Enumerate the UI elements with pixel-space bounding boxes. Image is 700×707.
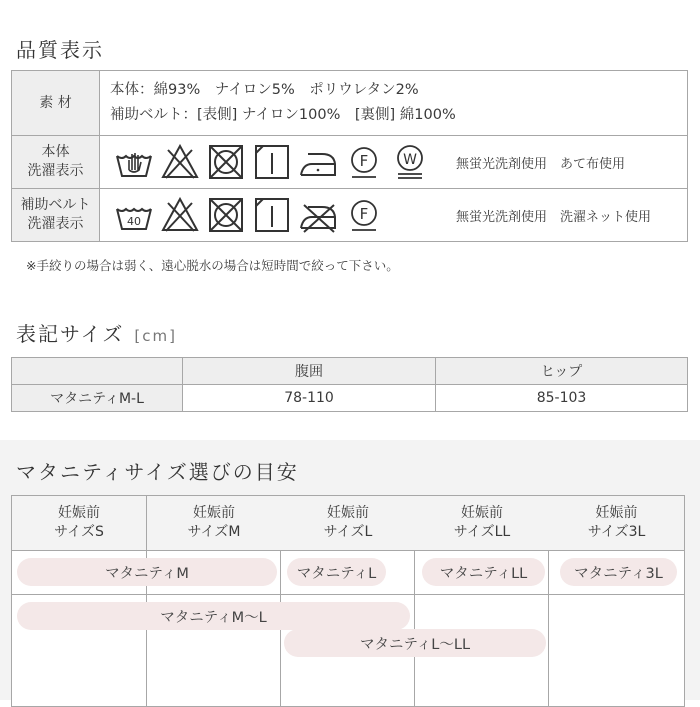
size-chart-title xyxy=(16,318,177,347)
belt-wash-row xyxy=(12,189,688,242)
belt-wash-note: 無蛍光洗剤使用 洗濯ネット使用 xyxy=(456,209,652,225)
pill-maternity-ll: マタニティLL xyxy=(422,558,545,586)
pill-maternity-m-l: マタニティM〜L xyxy=(17,602,410,630)
dry-clean-f-icon xyxy=(344,142,384,182)
line-dry-shade-icon xyxy=(252,195,292,235)
guide-header-ll-line2: サイズLL xyxy=(453,524,511,540)
body-wash-note: 無蛍光洗剤使用 あて布使用 xyxy=(456,156,626,172)
guide-divider-2 xyxy=(12,594,684,595)
size-chart-title-text: 表記サイズ xyxy=(16,322,125,346)
no-tumble-dry-icon xyxy=(206,142,246,182)
guide-header-l xyxy=(281,496,415,550)
guide-header-l-line1: 妊娠前 xyxy=(327,505,369,521)
line-dry-shade-icon xyxy=(252,142,292,182)
size-table-header xyxy=(12,358,688,385)
iron-icon xyxy=(298,142,338,182)
belt-wash-label-1: 補助ベルト xyxy=(20,197,91,213)
wet-clean-w-letter: W xyxy=(403,152,417,168)
no-bleach-icon xyxy=(160,142,200,182)
wash-40-icon xyxy=(114,195,154,235)
pill-maternity-m: マタニティM xyxy=(17,558,277,586)
dry-clean-f-letter: F xyxy=(359,152,369,170)
no-bleach-icon xyxy=(160,195,200,235)
belt-wash-label-2: 洗濯表示 xyxy=(27,216,84,232)
size-unit: [cm] xyxy=(134,327,177,345)
no-tumble-dry-icon xyxy=(206,195,246,235)
size-header-waist: 腹囲 xyxy=(183,358,436,385)
material-row xyxy=(12,71,688,136)
hand-wash-icon xyxy=(114,142,154,182)
guide-header-m-line1: 妊娠前 xyxy=(193,505,235,521)
dry-clean-f-letter-2: F xyxy=(359,205,369,223)
belt-wash-symbols-cell xyxy=(100,189,688,242)
guide-divider-1 xyxy=(12,550,684,551)
body-wash-label-2: 洗濯表示 xyxy=(27,163,84,179)
care-table xyxy=(11,70,688,242)
guide-header-3l xyxy=(549,496,684,550)
body-wash-symbols-cell xyxy=(100,136,688,189)
no-iron-icon xyxy=(298,195,338,235)
guide-header-s-line2: サイズS xyxy=(54,524,104,540)
size-guide-section xyxy=(0,440,700,700)
material-line-1: 本体：綿93% ナイロン5% ポリウレタン2% xyxy=(110,82,419,98)
guide-header-3l-line1: 妊娠前 xyxy=(595,505,638,521)
belt-wash-label xyxy=(12,189,100,242)
quality-title: 品質表示 xyxy=(16,38,104,62)
wash-footnote: ※手絞りの場合は弱く、遠心脱水の場合は短時間で絞って下さい。 xyxy=(26,258,399,273)
size-guide-grid xyxy=(11,495,685,707)
size-row-waist: 78-110 xyxy=(183,385,436,412)
guide-header-s xyxy=(12,496,146,550)
table-row xyxy=(12,385,688,412)
guide-header-m-line2: サイズM xyxy=(187,524,241,540)
guide-header-ll-line1: 妊娠前 xyxy=(461,505,503,521)
material-label: 素 材 xyxy=(12,71,100,136)
size-row-label: マタニティM-L xyxy=(12,385,183,412)
guide-header-m xyxy=(147,496,281,550)
body-wash-label xyxy=(12,136,100,189)
pill-maternity-l-ll: マタニティL〜LL xyxy=(284,629,546,657)
body-wash-label-1: 本体 xyxy=(41,144,70,160)
size-table xyxy=(11,357,688,412)
dry-clean-f-icon xyxy=(344,195,384,235)
guide-header-l-line2: サイズL xyxy=(323,524,373,540)
guide-header-ll xyxy=(415,496,549,550)
guide-header-3l-line2: サイズ3L xyxy=(587,524,646,540)
body-wash-row xyxy=(12,136,688,189)
material-values xyxy=(100,71,688,136)
wash-temp-text: 40 xyxy=(127,215,141,228)
size-row-hip: 85-103 xyxy=(436,385,688,412)
guide-header-s-line1: 妊娠前 xyxy=(58,505,100,521)
wet-clean-w-icon xyxy=(390,142,430,182)
size-guide-title: マタニティサイズ選びの目安 xyxy=(16,460,299,484)
material-line-2: 補助ベルト：[表側] ナイロン100% [裏側] 綿100% xyxy=(110,107,456,123)
size-header-empty xyxy=(12,358,183,385)
pill-maternity-3l: マタニティ3L xyxy=(560,558,677,586)
pill-maternity-l: マタニティL xyxy=(287,558,386,586)
size-header-hip: ヒップ xyxy=(436,358,688,385)
